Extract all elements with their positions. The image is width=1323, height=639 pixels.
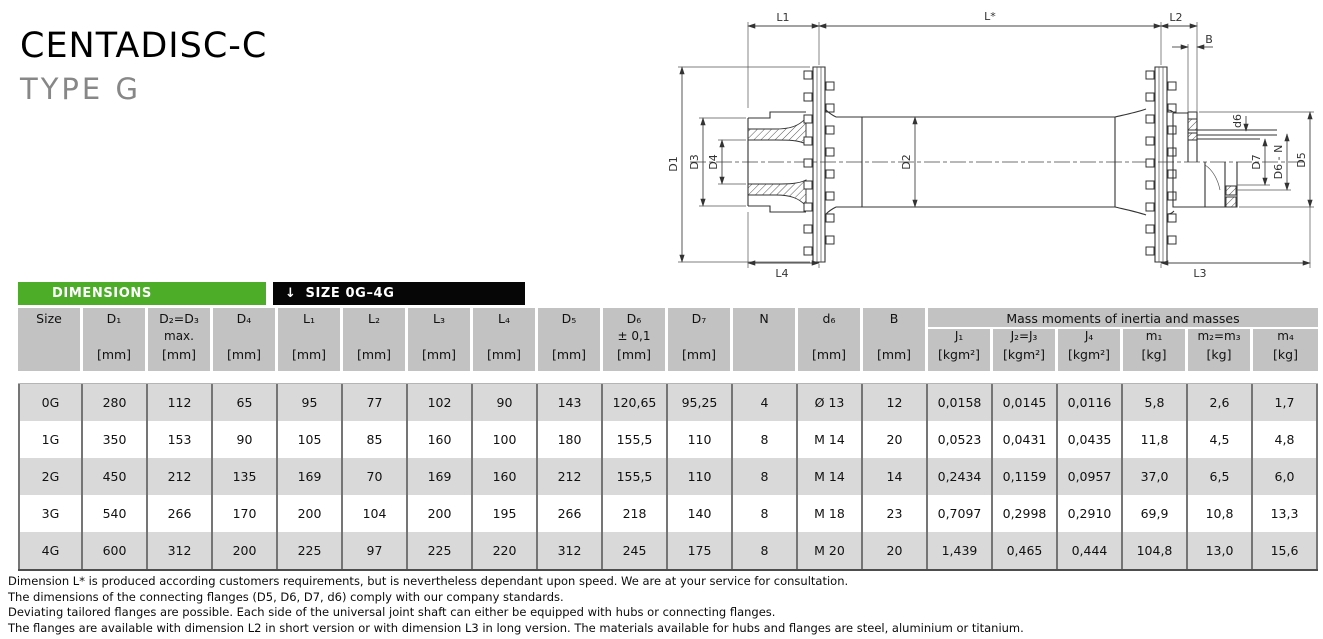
right-disc-bolts xyxy=(1146,71,1176,255)
bolt xyxy=(804,181,812,189)
subheader-size xyxy=(18,329,83,345)
header-l3: L₃ xyxy=(408,308,473,329)
bolt xyxy=(1146,203,1154,211)
cell-l1: 105 xyxy=(278,421,343,458)
product-subtitle: TYPE G xyxy=(20,72,141,106)
cell-m1: 69,9 xyxy=(1123,495,1188,532)
cell-d7: 110 xyxy=(668,458,733,495)
bolt xyxy=(826,192,834,200)
cell-m4: 1,7 xyxy=(1253,384,1318,421)
cell-l3: 200 xyxy=(408,495,473,532)
subheader-m2m3: m₂=m₃ xyxy=(1188,329,1253,345)
cell-n: 8 xyxy=(733,532,798,569)
bolt xyxy=(1168,82,1176,90)
header-d5: D₅ xyxy=(538,308,603,329)
subheader-d6s xyxy=(798,329,863,345)
subheader-d6: ± 0,1 xyxy=(603,329,668,345)
cell-l2: 97 xyxy=(343,532,408,569)
bolt xyxy=(826,126,834,134)
cell-d5: 312 xyxy=(538,532,603,569)
cell-d7: 175 xyxy=(668,532,733,569)
bolt xyxy=(826,170,834,178)
table-row xyxy=(18,495,1318,532)
bolt xyxy=(1146,159,1154,167)
cell-d6: 155,5 xyxy=(603,421,668,458)
unit-b: [mm] xyxy=(863,345,928,371)
bolt xyxy=(1168,236,1176,244)
cell-d2d3: 266 xyxy=(148,495,213,532)
cell-size: 1G xyxy=(18,421,83,458)
cell-d6: 245 xyxy=(603,532,668,569)
cell-l2: 70 xyxy=(343,458,408,495)
unit-j4: [kgm²] xyxy=(1058,345,1123,371)
cell-d4: 65 xyxy=(213,384,278,421)
right-flange-short xyxy=(1167,110,1277,162)
footnote-line: Dimension L* is produced according customers requirements, but is nevertheless dependant upon speed. We are at your service for consultation. xyxy=(8,574,849,588)
bolt xyxy=(1168,126,1176,134)
unit-m1: [kg] xyxy=(1123,345,1188,371)
cell-d1: 350 xyxy=(83,421,148,458)
dimensions-bar-label: DIMENSIONS xyxy=(52,286,152,301)
cell-l4: 100 xyxy=(473,421,538,458)
header-l4: L₄ xyxy=(473,308,538,329)
cell-l4: 160 xyxy=(473,458,538,495)
cell-j4: 0,444 xyxy=(1058,532,1123,569)
header-d2d3: D₂=D₃ xyxy=(148,308,213,329)
cell-l2: 85 xyxy=(343,421,408,458)
header-d6s: d₆ xyxy=(798,308,863,329)
subheader-d1 xyxy=(83,329,148,345)
subheader-l3 xyxy=(408,329,473,345)
cell-d6s: M 14 xyxy=(798,421,863,458)
subheader-l4 xyxy=(473,329,538,345)
dimensions-table-header xyxy=(18,308,1318,371)
cell-b: 23 xyxy=(863,495,928,532)
cell-j1: 0,0158 xyxy=(928,384,993,421)
cell-d7: 95,25 xyxy=(668,384,733,421)
label-l3: L3 xyxy=(1193,267,1207,280)
product-title: CENTADISC-C xyxy=(20,26,268,66)
cell-j1: 0,7097 xyxy=(928,495,993,532)
cell-l4: 220 xyxy=(473,532,538,569)
unit-l4: [mm] xyxy=(473,345,538,371)
bolt xyxy=(804,93,812,101)
unit-d5: [mm] xyxy=(538,345,603,371)
cell-j4: 0,0435 xyxy=(1058,421,1123,458)
cell-j1: 0,2434 xyxy=(928,458,993,495)
bolt xyxy=(804,115,812,123)
footnote-line: The dimensions of the connecting flanges (D5, D6, D7, d6) comply with our company standards. xyxy=(8,589,564,604)
bolt xyxy=(1168,214,1176,222)
cell-m1: 37,0 xyxy=(1123,458,1188,495)
cell-l3: 225 xyxy=(408,532,473,569)
cell-l3: 160 xyxy=(408,421,473,458)
cell-j2j3: 0,2998 xyxy=(993,495,1058,532)
cell-j2j3: 0,465 xyxy=(993,532,1058,569)
cell-d6: 120,65 xyxy=(603,384,668,421)
right-disc-pack xyxy=(1146,67,1176,262)
label-d6n: D6 - N xyxy=(1272,144,1285,180)
header-unit-row xyxy=(18,345,1318,371)
cell-b: 20 xyxy=(863,532,928,569)
cell-j1: 0,0523 xyxy=(928,421,993,458)
label-b: B xyxy=(1205,33,1213,46)
cell-d4: 90 xyxy=(213,421,278,458)
label-d6-small: d6 xyxy=(1231,114,1244,128)
cell-size: 0G xyxy=(18,384,83,421)
cell-d7: 140 xyxy=(668,495,733,532)
dimensions-section-bar xyxy=(18,282,266,305)
cell-l3: 102 xyxy=(408,384,473,421)
bolt xyxy=(826,236,834,244)
label-d2: D2 xyxy=(900,154,913,170)
unit-d7: [mm] xyxy=(668,345,733,371)
cell-b: 20 xyxy=(863,421,928,458)
cell-l1: 95 xyxy=(278,384,343,421)
table-row xyxy=(18,421,1318,458)
cell-m4: 4,8 xyxy=(1253,421,1318,458)
left-disc-bolts xyxy=(804,71,834,255)
unit-l2: [mm] xyxy=(343,345,408,371)
table-row xyxy=(18,458,1318,495)
cell-d1: 450 xyxy=(83,458,148,495)
unit-m2m3: [kg] xyxy=(1188,345,1253,371)
bolt xyxy=(1146,181,1154,189)
bolt xyxy=(1168,192,1176,200)
header-n: N xyxy=(733,308,798,329)
cell-d6: 155,5 xyxy=(603,458,668,495)
bolt xyxy=(1168,170,1176,178)
bolt xyxy=(1146,137,1154,145)
subheader-j2j3: J₂=J₃ xyxy=(993,329,1058,345)
cell-j4: 0,0116 xyxy=(1058,384,1123,421)
unit-d2d3: [mm] xyxy=(148,345,213,371)
table-row xyxy=(18,532,1318,569)
cell-j2j3: 0,0145 xyxy=(993,384,1058,421)
header-note-row xyxy=(18,329,1318,345)
unit-d6: [mm] xyxy=(603,345,668,371)
table-row xyxy=(18,384,1318,421)
footnote-line: Deviating tailored flanges are possible. Each side of the universal joint shaft can either be equipped with hubs or connecting flanges. xyxy=(8,605,776,619)
drawing-labels xyxy=(667,10,1308,280)
cell-j4: 0,2910 xyxy=(1058,495,1123,532)
cell-d5: 266 xyxy=(538,495,603,532)
cell-d4: 200 xyxy=(213,532,278,569)
header-b: B xyxy=(863,308,928,329)
unit-d4: [mm] xyxy=(213,345,278,371)
subheader-b xyxy=(863,329,928,345)
bolt xyxy=(804,247,812,255)
cell-n: 8 xyxy=(733,458,798,495)
cell-m1: 5,8 xyxy=(1123,384,1188,421)
cell-d2d3: 153 xyxy=(148,421,213,458)
cell-n: 8 xyxy=(733,421,798,458)
cell-m4: 15,6 xyxy=(1253,532,1318,569)
bolt xyxy=(804,71,812,79)
cell-j2j3: 0,1159 xyxy=(993,458,1058,495)
header-size: Size xyxy=(18,308,83,329)
cell-m4: 13,3 xyxy=(1253,495,1318,532)
cell-m2m3: 6,5 xyxy=(1188,458,1253,495)
cell-d6s: M 14 xyxy=(798,458,863,495)
cell-m1: 11,8 xyxy=(1123,421,1188,458)
unit-n xyxy=(733,345,798,371)
cell-j2j3: 0,0431 xyxy=(993,421,1058,458)
cell-d5: 180 xyxy=(538,421,603,458)
cell-d5: 143 xyxy=(538,384,603,421)
subheader-d4 xyxy=(213,329,278,345)
dimension-lines xyxy=(682,26,1310,263)
subheader-n xyxy=(733,329,798,345)
cell-d4: 170 xyxy=(213,495,278,532)
footnote-line: The flanges are available with dimension L2 in short version or with dimension L3 in long version. The materials available for hubs and flanges are steel, aluminium or titanium. xyxy=(8,620,1024,635)
header-d1: D₁ xyxy=(83,308,148,329)
cell-size: 2G xyxy=(18,458,83,495)
header-d4: D₄ xyxy=(213,308,278,329)
subheader-m1: m₁ xyxy=(1123,329,1188,345)
subheader-d7 xyxy=(668,329,733,345)
cell-d1: 540 xyxy=(83,495,148,532)
cell-m2m3: 2,6 xyxy=(1188,384,1253,421)
cell-j1: 1,439 xyxy=(928,532,993,569)
label-d7: D7 xyxy=(1250,154,1263,170)
bolt xyxy=(1146,71,1154,79)
cell-d6s: M 18 xyxy=(798,495,863,532)
label-l1: L1 xyxy=(776,11,790,24)
bolt xyxy=(804,203,812,211)
cell-d1: 600 xyxy=(83,532,148,569)
left-disc-pack xyxy=(804,67,834,262)
header-d7: D₇ xyxy=(668,308,733,329)
bolt xyxy=(804,159,812,167)
cell-d5: 212 xyxy=(538,458,603,495)
bolt xyxy=(804,137,812,145)
cell-n: 8 xyxy=(733,495,798,532)
footnotes xyxy=(8,574,1024,636)
unit-size xyxy=(18,345,83,371)
subheader-j1: J₁ xyxy=(928,329,993,345)
cell-b: 12 xyxy=(863,384,928,421)
cell-j4: 0,0957 xyxy=(1058,458,1123,495)
technical-drawing xyxy=(660,0,1323,280)
cell-d7: 110 xyxy=(668,421,733,458)
unit-l1: [mm] xyxy=(278,345,343,371)
header-l1: L₁ xyxy=(278,308,343,329)
dimensions-table-body xyxy=(18,383,1318,571)
cell-m2m3: 13,0 xyxy=(1188,532,1253,569)
cell-size: 3G xyxy=(18,495,83,532)
cell-l1: 200 xyxy=(278,495,343,532)
cell-m2m3: 4,5 xyxy=(1188,421,1253,458)
cell-n: 4 xyxy=(733,384,798,421)
bolt xyxy=(1146,225,1154,233)
cell-l4: 195 xyxy=(473,495,538,532)
label-d1: D1 xyxy=(667,156,680,172)
label-lstar: L* xyxy=(984,10,996,23)
down-arrow-icon: ↓ xyxy=(285,286,297,301)
subheader-l2 xyxy=(343,329,408,345)
subheader-d2d3: max. xyxy=(148,329,213,345)
cell-l4: 90 xyxy=(473,384,538,421)
header-symbol-row xyxy=(18,308,1318,329)
unit-d6s: [mm] xyxy=(798,345,863,371)
extension-lines xyxy=(678,22,1314,268)
bolt xyxy=(826,82,834,90)
right-shaft-long xyxy=(1167,162,1237,214)
label-d5: D5 xyxy=(1295,152,1308,168)
label-d4: D4 xyxy=(707,154,720,170)
unit-j1: [kgm²] xyxy=(928,345,993,371)
label-d3: D3 xyxy=(688,154,701,170)
bolt xyxy=(826,214,834,222)
bolt xyxy=(1168,148,1176,156)
cell-l2: 104 xyxy=(343,495,408,532)
size-section-bar xyxy=(273,282,525,305)
header-d6: D₆ xyxy=(603,308,668,329)
cell-d4: 135 xyxy=(213,458,278,495)
cell-d2d3: 112 xyxy=(148,384,213,421)
cell-l1: 225 xyxy=(278,532,343,569)
cell-l2: 77 xyxy=(343,384,408,421)
bolt xyxy=(1146,247,1154,255)
unit-d1: [mm] xyxy=(83,345,148,371)
label-l4: L4 xyxy=(775,267,789,280)
subheader-m4: m₄ xyxy=(1253,329,1318,345)
cell-d6s: Ø 13 xyxy=(798,384,863,421)
cell-size: 4G xyxy=(18,532,83,569)
bolt xyxy=(1146,115,1154,123)
unit-m4: [kg] xyxy=(1253,345,1318,371)
cell-d1: 280 xyxy=(83,384,148,421)
unit-j2j3: [kgm²] xyxy=(993,345,1058,371)
bolt xyxy=(804,225,812,233)
bolt xyxy=(1146,93,1154,101)
header-l2: L₂ xyxy=(343,308,408,329)
cell-d2d3: 312 xyxy=(148,532,213,569)
cell-d6: 218 xyxy=(603,495,668,532)
cell-m2m3: 10,8 xyxy=(1188,495,1253,532)
cell-m4: 6,0 xyxy=(1253,458,1318,495)
cell-d2d3: 212 xyxy=(148,458,213,495)
cell-l1: 169 xyxy=(278,458,343,495)
size-bar-label: SIZE 0G–4G xyxy=(305,286,395,301)
subheader-d5 xyxy=(538,329,603,345)
cell-d6s: M 20 xyxy=(798,532,863,569)
label-l2: L2 xyxy=(1169,11,1183,24)
subheader-l1 xyxy=(278,329,343,345)
bolt xyxy=(826,148,834,156)
header-group: Mass moments of inertia and masses xyxy=(928,308,1318,329)
cell-l3: 169 xyxy=(408,458,473,495)
unit-l3: [mm] xyxy=(408,345,473,371)
subheader-j4: J₄ xyxy=(1058,329,1123,345)
cell-m1: 104,8 xyxy=(1123,532,1188,569)
cell-b: 14 xyxy=(863,458,928,495)
